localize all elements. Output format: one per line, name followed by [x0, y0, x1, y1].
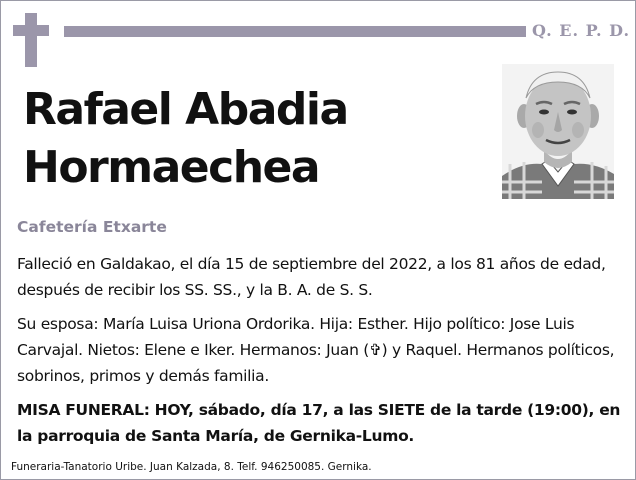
funeral-mass-paragraph: MISA FUNERAL: HOY, sábado, día 17, a las SIETE de la tarde (19:00), en la parroquia de Santa María, de Gernika-Lumo.	[17, 401, 621, 445]
deceased-name-line-2: Hormaechea	[23, 142, 320, 193]
cross-vertical-bar	[25, 13, 37, 67]
funeral-home-footer: Funeraria-Tanatorio Uribe. Juan Kalzada, 8. Telf. 946250085. Gernika.	[11, 461, 372, 473]
organization-name: Cafetería Etxarte	[17, 218, 167, 236]
qepd-label: Q. E. P. D.	[532, 21, 631, 40]
deceased-portrait-photo	[502, 64, 614, 199]
deceased-name	[23, 81, 493, 197]
cross-horizontal-bar	[13, 25, 49, 36]
deceased-name-line-1: Rafael Abadia	[23, 84, 348, 135]
family-paragraph: Su esposa: María Luisa Uriona Ordorika. Hija: Esther. Hijo político: Jose Luis Carvajal. Nietos: Elene e Iker. Hermanos: Juan (✞) y Raquel. Hermanos políticos, sobrinos, primos y demás familia.	[17, 315, 615, 385]
header-divider-bar	[64, 26, 526, 37]
death-notice-paragraph: Falleció en Galdakao, el día 15 de septiembre del 2022, a los 81 años de edad, después de recibir los SS. SS., y la B. A. de S. S.	[17, 255, 606, 299]
